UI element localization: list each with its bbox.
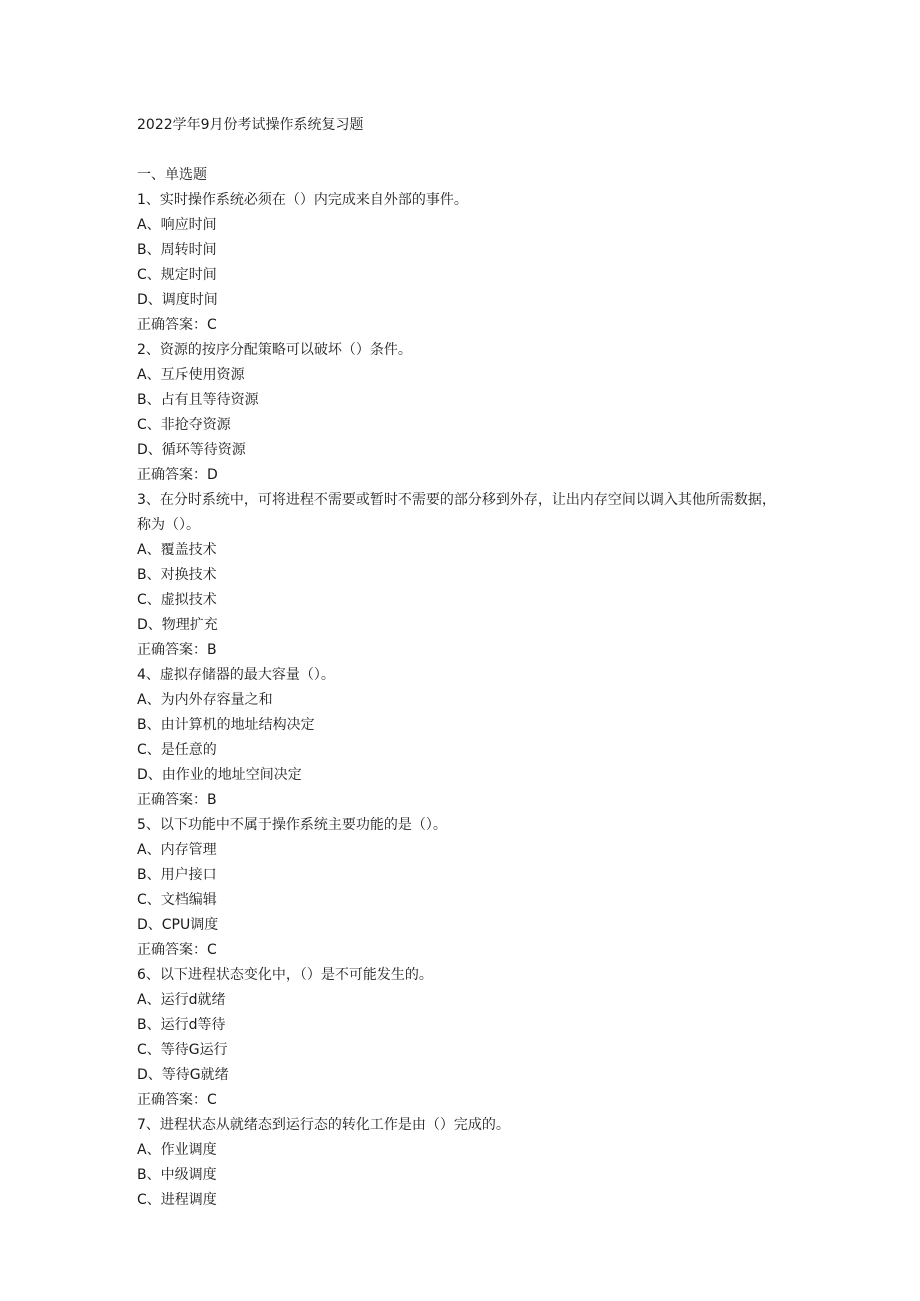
- question-stem: 7、进程状态从就绪态到运行态的转化工作是由（）完成的。: [137, 1117, 510, 1133]
- option-c: C、文档编辑: [137, 892, 217, 908]
- option-b: B、对换技术: [137, 567, 217, 583]
- option-a: A、互斥使用资源: [137, 367, 245, 383]
- option-d: D、CPU调度: [137, 917, 219, 933]
- option-c: C、非抢夺资源: [137, 417, 231, 433]
- option-a: A、为内外存容量之和: [137, 692, 273, 708]
- question-block: [137, 663, 787, 813]
- option-a: A、内存管理: [137, 842, 217, 858]
- option-d: D、由作业的地址空间决定: [137, 767, 302, 783]
- option-a: A、运行d就绪: [137, 992, 226, 1008]
- option-b: B、占有且等待资源: [137, 392, 259, 408]
- option-c: C、进程调度: [137, 1192, 217, 1208]
- option-b: B、中级调度: [137, 1167, 217, 1183]
- answer-line: 正确答案：C: [137, 1092, 217, 1108]
- option-a: A、作业调度: [137, 1142, 217, 1158]
- question-block: [137, 963, 787, 1113]
- question-block: [137, 488, 787, 663]
- answer-line: 正确答案：B: [137, 792, 217, 808]
- section-heading: 一、单选题: [137, 167, 207, 183]
- answer-line: 正确答案：C: [137, 942, 217, 958]
- option-c: C、虚拟技术: [137, 592, 217, 608]
- option-d: D、等待G就绪: [137, 1067, 229, 1083]
- option-b: B、由计算机的地址结构决定: [137, 717, 315, 733]
- question-block: [137, 1113, 787, 1213]
- document-page: [137, 113, 787, 1213]
- option-c: C、是任意的: [137, 742, 217, 758]
- question-stem: 1、实时操作系统必须在（）内完成来自外部的事件。: [137, 192, 468, 208]
- answer-line: 正确答案：D: [137, 467, 218, 483]
- document-title: 2022学年9月份考试操作系统复习题: [137, 117, 364, 133]
- question-block: [137, 188, 787, 338]
- question-block: [137, 338, 787, 488]
- question-stem: 6、以下进程状态变化中，（）是不可能发生的。: [137, 967, 433, 983]
- option-b: B、周转时间: [137, 242, 217, 258]
- question-block: [137, 813, 787, 963]
- option-d: D、循环等待资源: [137, 442, 246, 458]
- question-stem: 4、虚拟存储器的最大容量（）。: [137, 667, 335, 683]
- question-stem: 3、在分时系统中，可将进程不需要或暂时不需要的部分移到外存，让出内存空间以调入其他所需数据，称为（）。: [137, 492, 776, 533]
- option-b: B、用户接口: [137, 867, 217, 883]
- option-d: D、物理扩充: [137, 617, 218, 633]
- option-a: A、覆盖技术: [137, 542, 217, 558]
- question-stem: 2、资源的按序分配策略可以破坏（）条件。: [137, 342, 412, 358]
- option-d: D、调度时间: [137, 292, 218, 308]
- option-c: C、等待G运行: [137, 1042, 228, 1058]
- option-b: B、运行d等待: [137, 1017, 226, 1033]
- option-c: C、规定时间: [137, 267, 217, 283]
- question-stem: 5、以下功能中不属于操作系统主要功能的是（）。: [137, 817, 447, 833]
- answer-line: 正确答案：B: [137, 642, 217, 658]
- answer-line: 正确答案：C: [137, 317, 217, 333]
- option-a: A、响应时间: [137, 217, 217, 233]
